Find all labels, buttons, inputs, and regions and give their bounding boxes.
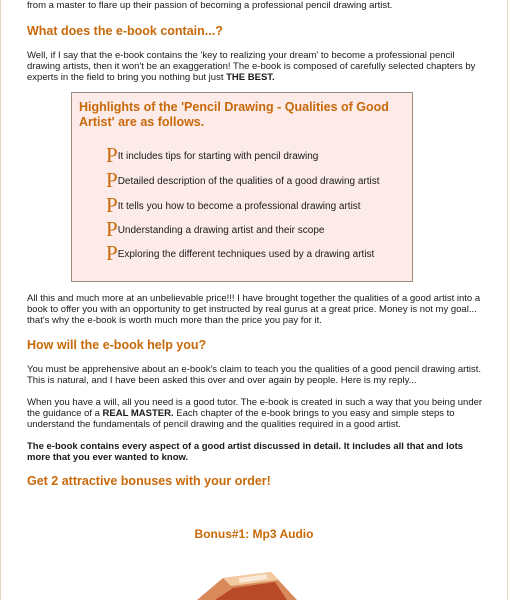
bullet-letter: P bbox=[106, 217, 118, 241]
audio-book-cover-image bbox=[175, 572, 305, 600]
bullet-letter: P bbox=[106, 193, 118, 217]
bullet-letter: P bbox=[106, 168, 118, 192]
contents-text: Well, if I say that the e-book contains the 'key to realizing your dream' to become a professional pencil drawing artists, then it won't be an exaggeration! The e-book is composed of carefully selected chapters by experts in the field to bring you nothing but just bbox=[27, 50, 476, 83]
highlight-text: Understanding a drawing artist and their scope bbox=[117, 225, 325, 236]
highlights-title: Highlights of the 'Pencil Drawing - Qualities of Good Artist' are as follows. bbox=[79, 100, 389, 129]
highlight-text: It tells you how to become a professional drawing artist bbox=[117, 201, 361, 212]
highlight-text: Exploring the different techniques used by a drawing artist bbox=[117, 249, 375, 260]
bonus-heading: Get 2 attractive bonuses with your order! bbox=[27, 474, 271, 488]
after-box-paragraph: All this and much more at an unbelievable price!!! I have brought together the qualities of a good artist into a book to offer you with an opportunity to get instructed by real gurus at a great price. Money is not my goal... that's why the e-book is worth much more than the price you pay for it. bbox=[27, 293, 481, 326]
highlight-text: Detailed description of the qualities of a good drawing artist bbox=[117, 176, 380, 187]
real-master-bold: REAL MASTER. bbox=[102, 408, 174, 419]
heading-contents: What does the e-book contain...? bbox=[27, 24, 223, 38]
highlights-box bbox=[71, 92, 413, 282]
highlight-item bbox=[106, 241, 374, 263]
highlight-text: It includes tips for starting with pencil drawing bbox=[117, 151, 319, 162]
heading-help: How will the e-book help you? bbox=[27, 338, 207, 352]
help-paragraph-2 bbox=[27, 397, 485, 430]
bullet-letter: P bbox=[106, 241, 118, 265]
help-paragraph-1: You must be apprehensive about an e-book's claim to teach you the qualities of a good pencil drawing artist. This is natural, and I have been asked this over and over again by people. Here is my reply... bbox=[27, 364, 482, 386]
help-paragraph-3: The e-book contains every aspect of a good artist discussed in detail. It includes all that and lots more that you ever wanted to know. bbox=[27, 441, 464, 463]
highlight-item bbox=[106, 168, 380, 190]
highlight-item bbox=[106, 217, 324, 239]
bullet-letter: P bbox=[106, 143, 118, 167]
intro-tail: from a master to flare up their passion of becoming a professional pencil drawing artist. bbox=[27, 0, 393, 11]
bonus1-title: Bonus#1: Mp3 Audio bbox=[194, 527, 314, 541]
highlight-item bbox=[106, 193, 361, 215]
contents-bold: THE BEST. bbox=[226, 72, 275, 83]
help-text-a: When you have a will, all you need is a good tutor. The e-book is created in such a way that you being under the guidance of a bbox=[27, 397, 483, 419]
contents-paragraph bbox=[27, 50, 485, 83]
help-text-b: Each chapter of the e-book brings to you easy and simple steps to understand the fundamentals of pencil drawing and the qualities required in a good artist. bbox=[27, 408, 455, 430]
highlight-item bbox=[106, 143, 318, 165]
